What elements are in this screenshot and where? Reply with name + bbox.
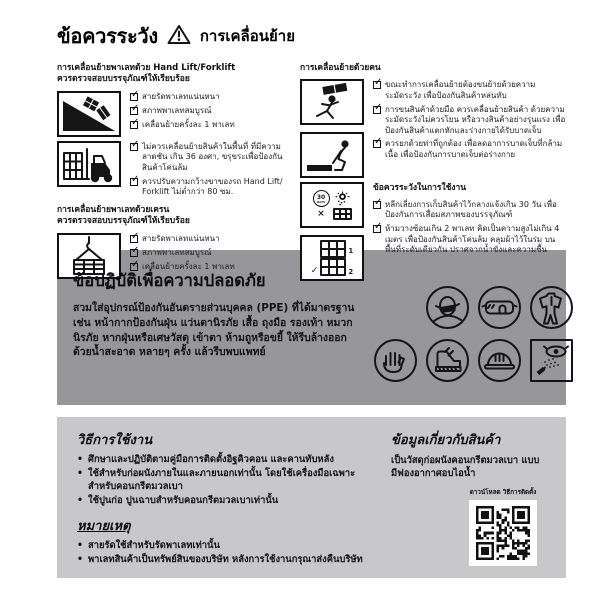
qr-label: ดาวน์โหลด วิธีการติดตั้ง (469, 489, 537, 496)
safety-helmet-icon (477, 338, 522, 383)
forklift-icon (57, 141, 121, 187)
checklist-item: ✓ สายรัดพาเลทแน่นหนา (131, 230, 220, 243)
proper-lifting-icon (300, 132, 364, 178)
checkbox-icon: ✓ (131, 102, 140, 114)
safety-boots-icon (425, 338, 470, 383)
checklist-item: ✓ ไม่ควรเคลื่อนย้ายสินค้าในพื้นที่ ที่มีความลาดชัน เกิน 36 องศา, ขรุขระเพื่อป้องกันสินค้าโค่นล้ม (131, 138, 283, 172)
usage-bullet: • ศึกษาและปฏิบัติตามคู่มือการติดตั้งอิฐคิวคอน และคานทับหลัง (77, 454, 334, 465)
pallet-slope-hazard-icon (57, 91, 121, 137)
handlift-heading: การเคลื่อนย้ายพาเลทด้วย Hand Lift/Forklift ควรตรวจสอบบรรจุภัณฑ์ให้เรียบร้อย (57, 63, 236, 85)
qr-code (469, 500, 537, 566)
checkbox-icon: ✓ (374, 101, 383, 113)
checklist-item: ✓ สภาพพาเลทสมบูรณ์ (131, 244, 212, 257)
pallet-mini-icon (333, 208, 352, 220)
dust-mask-icon (425, 285, 470, 330)
stack-check-mark: ✓ (310, 266, 319, 277)
checkbox-icon: ✓ (131, 173, 140, 185)
warning-triangle-icon (167, 24, 191, 49)
notes-title: หมายเหตุ (77, 518, 131, 534)
checklist-item: ✓ สายรัดพาเลทแน่นหนา (131, 88, 220, 101)
checkbox-icon: ✓ (131, 230, 140, 242)
usage-caution-heading: ข้อควรระวังในการใช้งาน (373, 183, 467, 194)
checkbox-icon: ✓ (374, 221, 383, 233)
30-days-badge: 30 DAYS (313, 190, 330, 207)
movement-human-column (300, 59, 566, 285)
sun-dust-icon (335, 191, 350, 206)
qr-block (464, 487, 542, 566)
human-heading: การเคลื่อนย้ายด้วยคน (300, 63, 381, 73)
precaution-section (0, 0, 600, 277)
bottom-info-panel (57, 417, 566, 578)
protective-suit-icon (529, 285, 574, 330)
handlift-checklist-a (130, 88, 290, 137)
checklist-item: ✓ ควรยกด้วยท่าที่ถูกต้อง เพื่อลดอาการบาดเจ็บที่กล้ามเนื้อ เพื่อป้องกันการบาดเจ็บต่อร่างกาย (374, 136, 563, 159)
page-title: ข้อควรระวัง (57, 24, 158, 48)
crane-heading: การเคลื่อนย้ายพาเลทด้วยเครน ควรตรวจสอบบรรจุภัณฑ์ให้เรียบร้อย (57, 204, 190, 227)
checkbox-icon: ✓ (374, 77, 383, 89)
movement-pallet-column (57, 59, 290, 285)
checklist-item: ✓ ห้ามวางซ้อนเกิน 2 พาเลท คิดเป็นความสูงไม่เกิน 4 เมตร เพื่อป้องกันสินค้าโค่นล้ม คลุมผ้าไว้ในร่ม บนพื้นที่ระดับเดียวกัน ปราศจากน้ำขังและความชื้น (374, 221, 560, 254)
product-info-title: ข้อมูลเกี่ยวกับสินค้า (391, 433, 501, 448)
stack-label-2: 2 (348, 268, 354, 277)
section-subtitle: การเคลื่อนย้าย (199, 27, 296, 45)
falling-load-icon (300, 79, 364, 125)
checklist-item: ✓ การขนสินค้าด้วยมือ ควรเคลื่อนย้ายสินค้า ด้วยความระมัดระวังไม่ควรโยน หรือวางสินค้าอย่างรุนแรง เพื่อป้องกันสินค้าแตกหักและร่างกายได้รับบาดเจ็บ (374, 101, 566, 135)
checklist-item: ✓ ขณะทำการเคลื่อนย้ายต้องขนย้ายด้วยความระมัดระวัง เพื่อป้องกันสินค้าหล่นทับ (374, 77, 536, 100)
safety-title: ข้อปฏิบัติเพื่อความปลอดภัย (73, 271, 266, 290)
product-info-body: เป็นวัสดุก่อผนังคอนกรีตมวลเบา แบบมีฟองอากาศอบไอน้ำ (391, 455, 540, 480)
section-title-row (57, 20, 566, 52)
checkbox-icon: ✓ (131, 138, 140, 150)
safety-body: สวมใส่อุปกรณ์ป้องกันอันตรายส่วนบุคคล (PPE) ที่ได้มาตรฐาน เช่น หน้ากากป้องกันฝุ่น แว่นตานิรภัย เสื้อ ถุงมือ รองเท้า หมวกนิรภัย หากฝุ่นหรือเศษวัสดุ เข้าตา ห้ามถูหรือขยี้ ให้รีบล้างออกด้วยน้ำสะอาด หลายๆ ครั้ง แล้วรีบพบแพทย์ (73, 302, 355, 359)
safety-goggles-icon (477, 285, 522, 330)
checklist-item: ✓ เคลื่อนย้ายครั้งละ 1 พาเลท (131, 116, 235, 129)
usage-caution-block (373, 182, 566, 281)
gloves-icon (373, 338, 418, 383)
checkbox-icon: ✓ (131, 244, 140, 256)
usage-title: วิธีการใช้งาน (77, 433, 153, 448)
handlift-checklist-b (130, 138, 290, 201)
usage-bullet: • ใช้ปูนก่อ ปูนฉาบสำหรับคอนกรีตมวลเบาเท่านั้น (77, 495, 279, 507)
checklist-item: ✓ ควรปรับความกว้างขาของรถ Hand Lift/ Forklift ไม่ต่ำกว่า 80 ซม. (131, 173, 283, 196)
human-checklist (373, 79, 566, 178)
no-outdoor-storage-30-days-icon: 30 DAYS × (300, 182, 364, 228)
safety-practices-section (57, 244, 566, 405)
checklist-item: ✓ เคลื่อนย้ายครั้งละ 1 พาเลท (131, 258, 235, 271)
checklist-item: ✓ สภาพพาเลทสมบูรณ์ (131, 102, 212, 115)
checkbox-icon: ✓ (374, 136, 383, 148)
notes-bullet: • พาเลทสินค้าเป็นทรัพย์สินของบริษัท หลังการใช้งานกรุณาส่งคืนบริษัท (77, 554, 363, 566)
stack-label-1: 1 (348, 247, 354, 256)
checkbox-icon: ✓ (131, 88, 140, 100)
checkbox-icon: ✓ (131, 258, 140, 270)
checklist-item: ✓ หลีกเลี่ยงการเก็บสินค้าไว้กลางแจ้งเกิน 30 วัน เพื่อป้องกันการเสื่อมสภาพของบรรจุภัณฑ์ (374, 196, 557, 220)
notes-bullet: • สายรัดใช้สำหรับรัดพาเลทเท่านั้น (77, 539, 220, 551)
checkbox-icon: ✓ (131, 116, 140, 128)
checkbox-icon: ✓ (374, 196, 383, 208)
ppe-icon-grid (373, 268, 575, 393)
eye-wash-icon (529, 338, 574, 383)
usage-bullet: • ใช้สำหรับก่อผนังภายในและภายนอกเท่านั้น โดยใช้เครื่องมือเฉพาะสำหรับคอนกรีตมวลเบา (77, 468, 356, 492)
